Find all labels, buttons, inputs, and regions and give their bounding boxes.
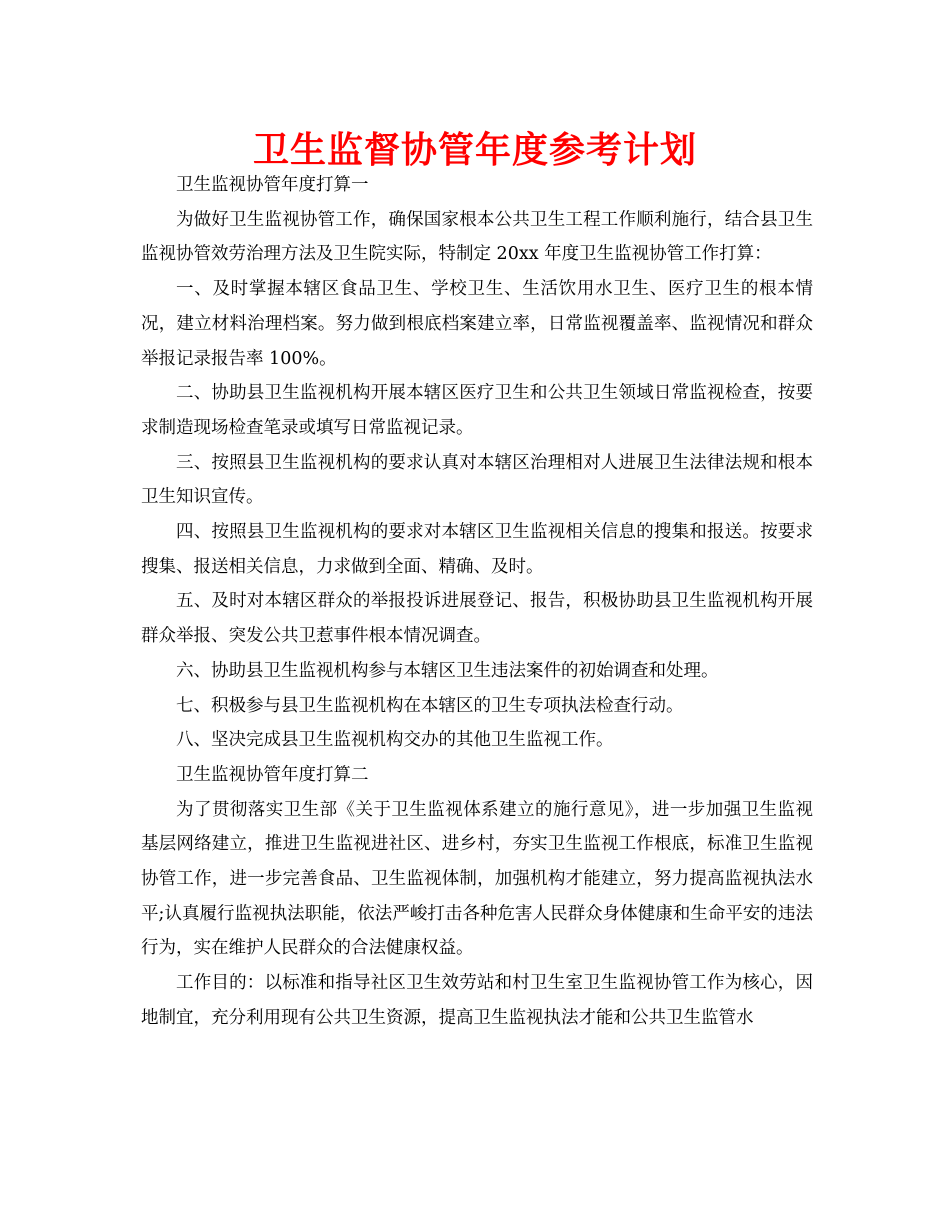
paragraph: 四、按照县卫生监视机构的要求对本辖区卫生监视相关信息的搜集和报送。按要求搜集、报送相关信息，力求做到全面、精确、及时。 [141, 522, 813, 577]
paragraph: 二、协助县卫生监视机构开展本辖区医疗卫生和公共卫生领域日常监视检查，按要求制造现场检查笔录或填写日常监视记录。 [141, 383, 813, 438]
document-body [141, 168, 813, 1036]
paragraph: 一、及时掌握本辖区食品卫生、学校卫生、生活饮用水卫生、医疗卫生的根本情况，建立材料治理档案。努力做到根底档案建立率，日常监视覆盖率、监视情况和群众举报记录报告率 100%。 [141, 279, 813, 369]
paragraph: 为做好卫生监视协管工作，确保国家根本公共卫生工程工作顺利施行，结合县卫生监视协管效劳治理方法及卫生院实际，特制定 20xx 年度卫生监视协管工作打算： [141, 209, 813, 265]
paragraph: 三、按照县卫生监视机构的要求认真对本辖区治理相对人进展卫生法律法规和根本卫生知识宣传。 [141, 452, 813, 508]
paragraph: 八、坚决完成县卫生监视机构交办的其他卫生监视工作。 [176, 730, 614, 751]
paragraph: 五、及时对本辖区群众的举报投诉进展登记、报告，积极协助县卫生监视机构开展群众举报、突发公共卫惹事件根本情况调查。 [141, 591, 813, 647]
document-title: 卫生监督协管年度参考计划 [252, 130, 697, 171]
paragraph: 卫生监视协管年度打算二 [176, 764, 369, 785]
paragraph: 工作目的：以标准和指导社区卫生效劳站和村卫生室卫生监视协管工作为核心，因地制宜，充分利用现有公共卫生资源，提高卫生监视执法才能和公共卫生监管水 [141, 973, 813, 1028]
paragraph: 七、积极参与县卫生监视机构在本辖区的卫生专项执法检查行动。 [176, 695, 684, 716]
paragraph: 为了贯彻落实卫生部《关于卫生监视体系建立的施行意见》，进一步加强卫生监视基层网络建立，推进卫生监视进社区、进乡村，夯实卫生监视工作根底，标准卫生监视协管工作，进一步完善食品、卫生监视体制，加强机构才能建立，努力提高监视执法水平;认真履行监视执法职能，依法严峻打击各种危害人民群众身体健康和生命平安的违法行为，实在维护人民群众的合法健康权益。 [141, 799, 813, 959]
paragraph: 六、协助县卫生监视机构参与本辖区卫生违法案件的初始调查和处理。 [176, 660, 719, 681]
paragraph: 卫生监视协管年度打算一 [176, 175, 369, 195]
